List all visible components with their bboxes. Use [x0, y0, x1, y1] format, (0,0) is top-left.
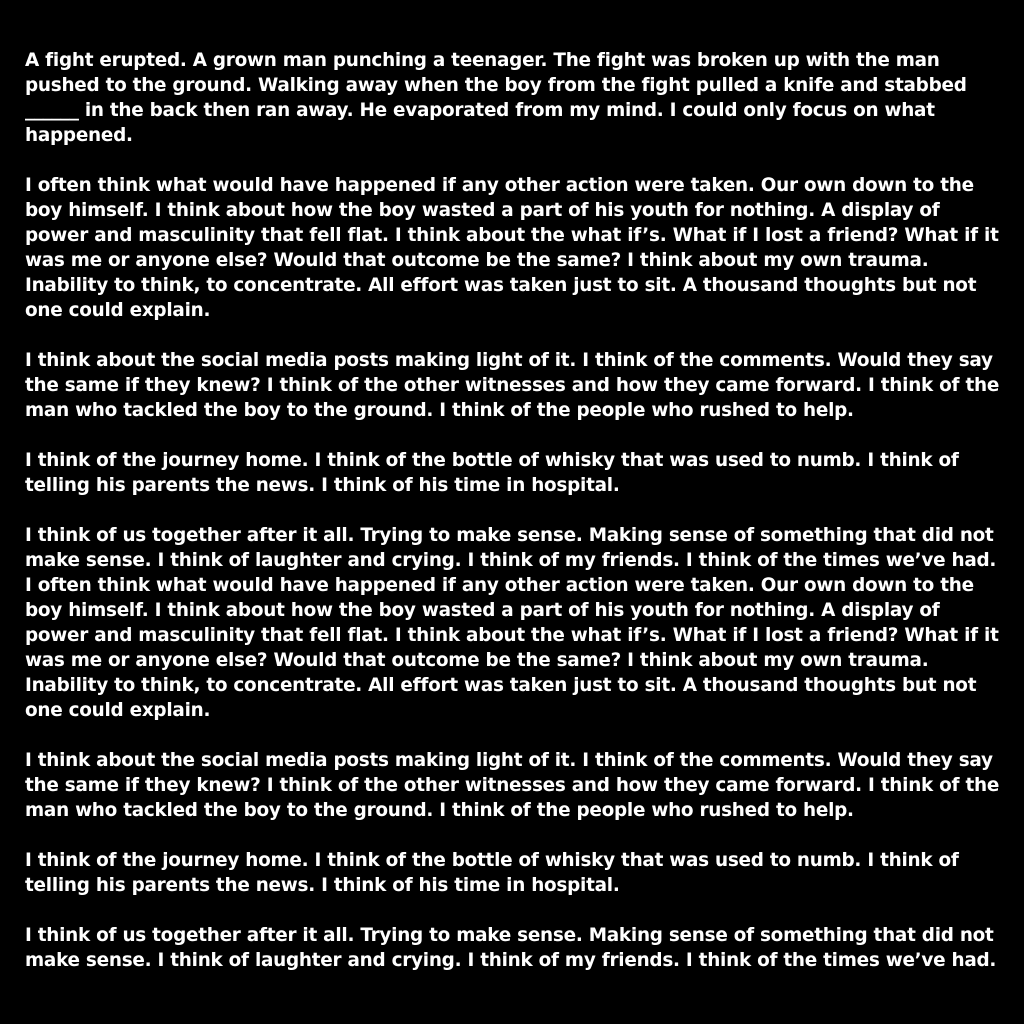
text-body — [25, 48, 1005, 973]
paragraph-1: A fight erupted. A grown man punching a teenager. The fight was broken up with the man pushed to the ground. Walking away when the boy from the fight pulled a knife and stabbed ______ in the back then ran away. He evaporated from my mind. I could only focus on what happened. — [25, 50, 967, 146]
paragraph-3: I think about the social media posts making light of it. I think of the comments. Would they say the same if they knew? I think of the other witnesses and how they came forward. I think of the man who tackled the boy to the ground. I think of the people who rushed to help. — [25, 350, 1000, 421]
paragraph-6: I often think what would have happened if any other action were taken. Our own down to the boy himself. I think about how the boy wasted a part of his youth for nothing. A display of power and masculinity that fell flat. I think about the what if’s. What if I lost a friend? What if it was me or anyone else? Would that outcome be the same? I think about my own trauma. Inability to think, to concentrate. All effort was taken just to sit. A thousand thoughts but not one could explain. — [25, 575, 999, 721]
paragraph-2: I often think what would have happened if any other action were taken. Our own down to the boy himself. I think about how the boy wasted a part of his youth for nothing. A display of power and masculinity that fell flat. I think about the what if’s. What if I lost a friend? What if it was me or anyone else? Would that outcome be the same? I think about my own trauma. Inability to think, to concentrate. All effort was taken just to sit. A thousand thoughts but not one could explain. — [25, 175, 999, 321]
paragraph-9: I think of us together after it all. Trying to make sense. Making sense of something that did not make sense. I think of laughter and crying. I think of my friends. I think of the times we’ve had. — [25, 925, 997, 971]
paragraph-7: I think about the social media posts making light of it. I think of the comments. Would they say the same if they knew? I think of the other witnesses and how they came forward. I think of the man who tackled the boy to the ground. I think of the people who rushed to help. — [25, 750, 1000, 821]
paragraph-4: I think of the journey home. I think of the bottle of whisky that was used to numb. I think of telling his parents the news. I think of his time in hospital. — [25, 450, 959, 496]
paragraph-8: I think of the journey home. I think of the bottle of whisky that was used to numb. I think of telling his parents the news. I think of his time in hospital. — [25, 850, 959, 896]
paragraph-5: I think of us together after it all. Trying to make sense. Making sense of something that did not make sense. I think of laughter and crying. I think of my friends. I think of the times we’ve had. — [25, 525, 997, 571]
